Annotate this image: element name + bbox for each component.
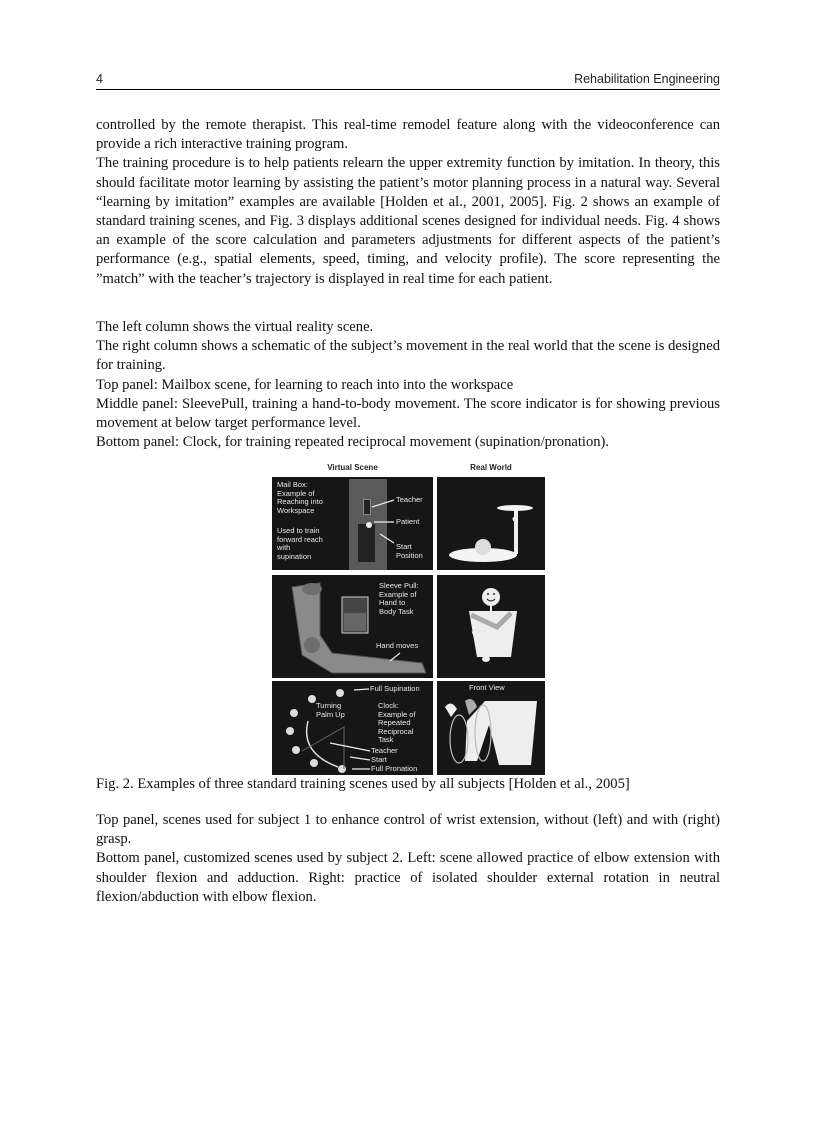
label-front-view: Front View (469, 683, 505, 692)
body-section-figure-notes (96, 318, 720, 452)
body-section-top (96, 116, 720, 289)
label-start-position: Start Position (396, 542, 423, 560)
mailbox-title: Mail Box: Example of Reaching into Workspace (277, 480, 323, 515)
paragraph: The left column shows the virtual reality scene. (96, 319, 374, 335)
paragraph: controlled by the remote therapist. This real-time remodel feature along with the videoconference can provide a rich interactive training program. (96, 117, 720, 153)
label-start: Start (371, 755, 387, 764)
running-header (96, 72, 720, 90)
panel-clock-real (437, 681, 545, 775)
paragraph: Middle panel: SleevePull, training a hand-to-body movement. The score indicator is for showing previous movement at below target performance level. (96, 395, 720, 432)
label-full-supination: Full Supination (370, 684, 420, 693)
body-schematic-icon (437, 575, 545, 678)
panel-sleevepull-virtual (272, 575, 433, 678)
label-patient: Patient (396, 517, 420, 526)
reach-schematic-icon (437, 477, 545, 570)
paragraph: Bottom panel: Clock, for training repeated reciprocal movement (supination/pronation). (96, 434, 610, 451)
figure-2 (272, 463, 545, 775)
column-header-virtual-scene: Virtual Scene (327, 463, 378, 472)
running-title: Rehabilitation Engineering (574, 72, 720, 86)
label-teacher: Teacher (396, 495, 423, 504)
arrow-icons (272, 477, 433, 570)
clock-title: Clock: Example of Repeated Reciprocal Task (378, 701, 416, 744)
label-turning-palm-up: Turning Palm Up (316, 701, 345, 719)
page-number: 4 (96, 72, 103, 86)
mailbox-note: Used to train forward reach with supination (277, 526, 323, 561)
label-full-pronation: Full Pronation (371, 764, 418, 773)
panel-mailbox-virtual (272, 477, 433, 570)
label-teacher: Teacher (371, 746, 398, 755)
panel-clock-virtual (272, 681, 433, 775)
body-section-bottom (96, 811, 720, 907)
figure-caption: Fig. 2. Examples of three standard training scenes used by all subjects [Holden et al., 2005] (96, 776, 630, 792)
paragraph: Bottom panel, customized scenes used by subject 2. Left: scene allowed practice of elbow extension with shoulder flexion and adduction. Right: practice of isolated shoulder external rotation in neutral flexion/abduction with elbow flexion. (96, 850, 720, 905)
paragraph: The right column shows a schematic of the subject’s movement in the real world that the scene is designed for training. (96, 338, 720, 374)
label-hand-moves: Hand moves (376, 641, 419, 650)
panel-mailbox-real (437, 477, 545, 570)
paragraph: Top panel: Mailbox scene, for learning to reach into into the workspace (96, 376, 514, 393)
paragraph: The training procedure is to help patients relearn the upper extremity function by imitation. In theory, this should facilitate motor learning by assisting the patient’s motor planning process in a natural way. Several “learning by imitation” examples are available [Holden et al., 2001, 2005]. Fig. 2 shows an example of standard training scenes, and Fig. 3 displays additional scenes designed for individual needs. Fig. 4 shows an example of the score calculation and parameters adjustments for different aspects of the patient’s performance (e.g., spatial elements, speed, timing, and velocity profile). The score representing the ”match” with the teacher’s trajectory is displayed in real time for each patient. (96, 155, 720, 287)
paragraph: Top panel, scenes used for subject 1 to enhance control of wrist extension, without (left) and with (right) grasp. (96, 812, 720, 848)
column-header-real-world: Real World (470, 463, 512, 472)
panel-sleevepull-real (437, 575, 545, 678)
front-view-schematic-icon (437, 681, 545, 775)
sleevepull-title: Sleeve Pull: Example of Hand to Body Task (379, 581, 419, 616)
